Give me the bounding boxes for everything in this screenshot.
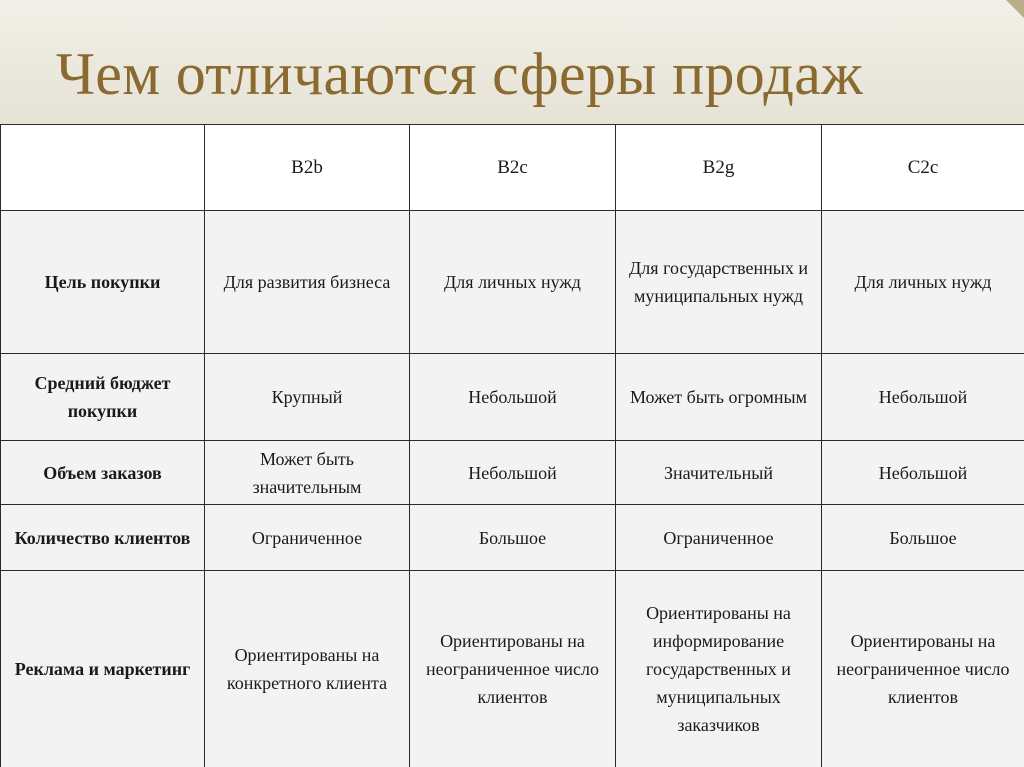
table-row: [1, 211, 1024, 354]
table-row: [1, 354, 1024, 441]
table-cell: Крупный: [205, 354, 410, 441]
row-label-order-volume: Объем заказов: [1, 441, 205, 505]
table-cell: Большое: [410, 505, 616, 571]
comparison-table-wrapper: [0, 124, 1024, 767]
table-cell: Значительный: [616, 441, 822, 505]
comparison-table: [0, 124, 1024, 767]
table-cell: Для государственных и муниципальных нужд: [616, 211, 822, 354]
table-cell: Может быть огромным: [616, 354, 822, 441]
table-cell: Для личных нужд: [822, 211, 1024, 354]
table-row: [1, 505, 1024, 571]
table-row: [1, 571, 1024, 767]
table-cell: Ориентированы на конкретного клиента: [205, 571, 410, 767]
table-cell: Ориентированы на информирование государственных и муниципальных заказчиков: [616, 571, 822, 767]
column-header-b2g: B2g: [616, 125, 822, 211]
table-cell: Небольшой: [822, 354, 1024, 441]
table-cell: Ограниченное: [205, 505, 410, 571]
header-corner-cell: [1, 125, 205, 211]
slide-title: Чем отличаются сферы продаж: [56, 41, 863, 107]
table-cell: Небольшой: [410, 441, 616, 505]
table-cell: Для развития бизнеса: [205, 211, 410, 354]
row-label-purpose: Цель покупки: [1, 211, 205, 354]
corner-decoration: [1006, 0, 1024, 18]
table-cell: Может быть значительным: [205, 441, 410, 505]
row-label-advertising: Реклама и маркетинг: [1, 571, 205, 767]
table-cell: Небольшой: [822, 441, 1024, 505]
table-header-row: [1, 125, 1024, 211]
table-cell: Ориентированы на неограниченное число клиентов: [822, 571, 1024, 767]
column-header-b2c: B2c: [410, 125, 616, 211]
column-header-c2c: C2c: [822, 125, 1024, 211]
table-cell: Ориентированы на неограниченное число клиентов: [410, 571, 616, 767]
row-label-budget: Средний бюджет покупки: [1, 354, 205, 441]
table-cell: Небольшой: [410, 354, 616, 441]
table-cell: Ограниченное: [616, 505, 822, 571]
row-label-client-count: Количество клиентов: [1, 505, 205, 571]
title-band: [0, 0, 1024, 124]
column-header-b2b: B2b: [205, 125, 410, 211]
table-cell: Для личных нужд: [410, 211, 616, 354]
table-cell: Большое: [822, 505, 1024, 571]
table-row: [1, 441, 1024, 505]
